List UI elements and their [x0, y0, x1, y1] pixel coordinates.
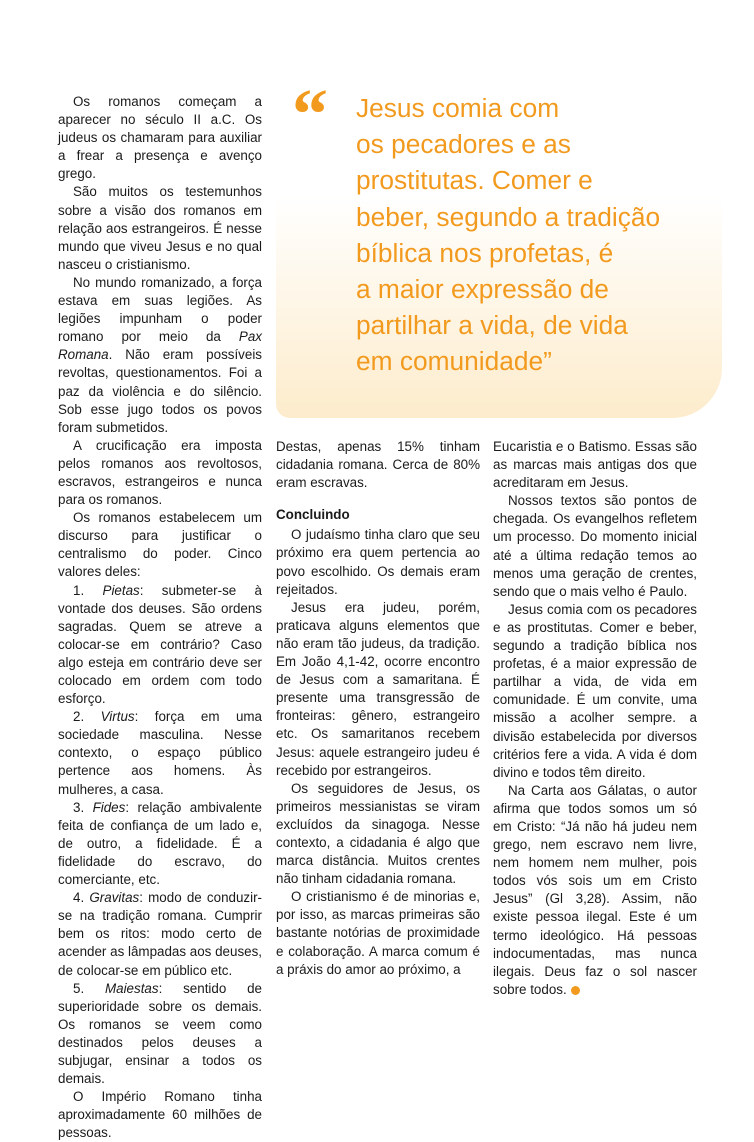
value-item	[58, 582, 262, 709]
pull-quote-line: prostitutas. Comer e	[356, 165, 593, 196]
paragraph: Eucaristia e o Batismo. Essas são as marcas mais antigas dos que acreditaram em Jesus.	[493, 439, 697, 491]
paragraph: Os romanos estabelecem um discurso para justificar o centralismo do poder. Cinco valores deles:	[58, 510, 262, 580]
italic-term: Fides	[92, 799, 126, 815]
section-heading: Concluindo	[276, 507, 350, 523]
pull-quote	[356, 90, 716, 380]
text-run: : submeter-se à vontade dos deuses. São ordens sagradas. Quem se atreve a colocar-se em contrário? Caso algo esteja em contrário deve ser colocado em ordem com todo esforço.	[58, 582, 263, 707]
italic-term: Pax Romana	[58, 329, 262, 363]
pull-quote-line: partilhar a vida, de vida	[356, 310, 628, 341]
italic-term: Maiestas	[104, 980, 159, 996]
pull-quote-line: os pecadores e as	[356, 129, 571, 160]
quote-mark: “	[292, 74, 328, 154]
value-item	[58, 889, 262, 979]
text-run: : modo de conduzir-se na tradição romana. Cumprir bem os ritos: modo certo de acender as lâmpadas aos deuses, de colocar-se em público etc.	[58, 890, 262, 978]
paragraph: Destas, apenas 15% tinham cidadania romana. Cerca de 80% eram escravas.	[276, 439, 480, 491]
item-number: 2.	[73, 709, 101, 725]
text-run: No mundo romanizado, a força estava em suas legiões. As legiões impunham o poder romano por meio da	[58, 274, 262, 345]
paragraph: Os romanos começam a aparecer no século II a.C. Os judeus os chamaram para auxiliar a frear a presença e avenço grego.	[58, 94, 262, 182]
orange-dot-icon	[571, 986, 580, 995]
paragraph: O judaísmo tinha claro que seu próximo era quem pertencia ao povo escolhido. Os demais eram rejeitados.	[276, 527, 480, 597]
paragraph: O cristianismo é de minorias e, por isso, as marcas primeiras são bastante notórias de proximidade e colaboração. A marca comum é a práxis do amor ao próximo, a	[276, 889, 480, 977]
italic-term: Pietas	[102, 582, 140, 598]
pull-quote-line: bíblica nos profetas, é	[356, 237, 614, 268]
paragraph: Jesus comia com os pecadores e as prostitutas. Comer e beber, segundo a tradição bíblica nos profetas, é a maior expressão de partilhar a vida, de vida em comunidade. É um convite, uma missão a acolher sempre. a divisão estabelecida por diversos critérios fere a vida. A vida é dom divino e todos têm direito.	[493, 601, 697, 780]
pull-quote-line: a maior expressão de	[356, 274, 609, 305]
text-run: : força em uma sociedade masculina. Nesse contexto, o espaço público pertence aos homens. Às mulheres, a casa.	[58, 709, 262, 797]
paragraph	[493, 782, 697, 999]
paragraph: A crucificação era imposta pelos romanos aos revoltosos, escravos, estrangeiros e nunca para os romanos.	[58, 437, 262, 508]
paragraph: São muitos os testemunhos sobre a visão dos romanos em relação aos estrangeiros. É nesse mundo que viveu Jesus e no qual nasceu o cristianismo.	[58, 184, 262, 272]
paragraph: Jesus era judeu, porém, praticava alguns elementos que não eram tão judeus, da tradição. Em João 4,1-42, ocorre encontro de Jesus com a samaritana. É presente uma transgressão de fronteiras: gênero, estrangeiro etc. Os samaritanos recebem Jesus: aquele estrangeiro judeu é recebido por estrangeiros.	[276, 599, 480, 778]
paragraph: Os seguidores de Jesus, os primeiros messianistas se viram excluídos da sinagoga. Nesse contexto, a cidadania é algo que marca distância. Muitos crentes não tinham cidadania romana.	[276, 780, 480, 887]
paragraph: O Império Romano tinha aproximadamente 60 milhões de pessoas.	[58, 1089, 262, 1141]
item-number: 3.	[73, 799, 93, 815]
item-number: 1.	[73, 582, 103, 598]
value-item	[58, 799, 262, 889]
text-run: : sentido de superioridade sobre os demais. Os romanos se veem como destinados pelos deuses a subjugar, ensinar a todos os demais.	[58, 980, 262, 1087]
value-item	[58, 980, 262, 1089]
value-item	[58, 708, 262, 798]
pull-quote-line: beber, segundo a tradição	[356, 201, 661, 232]
text-run: : relação ambivalente feita de confiança de um lado e, de outro, a fidelidade. É a fidelidade do escravo, do comerciante, etc.	[58, 799, 262, 888]
text-column-1	[58, 93, 262, 1142]
paragraph: Nossos textos são pontos de chegada. Os evangelhos refletem um processo. Do momento inicial até a última redação temos ao menos uma geração de crentes, sendo que o mais velho é Paulo.	[493, 493, 697, 599]
paragraph	[58, 274, 262, 437]
text-column-2	[276, 438, 480, 979]
italic-term: Virtus	[100, 709, 135, 725]
item-number: 5.	[73, 980, 105, 996]
text-column-3	[493, 438, 697, 999]
item-number: 4.	[73, 890, 90, 906]
pull-quote-line: em comunidade”	[356, 346, 552, 377]
text-run: Na Carta aos Gálatas, o autor afirma que todos somos um só em Cristo: “Já não há judeu nem grego, nem escravo nem livre, nem homem nem mulher, pois todos vós sois um em Cristo Jesus” (Gl 3,28). Assim, não existe pessoa ilegal. Este é um termo ideológico. Há pessoas indocumentadas, mas nunca ilegais. Deus faz o sol nascer sobre todos.	[493, 782, 697, 997]
italic-term: Gravitas	[89, 890, 140, 906]
pull-quote-line: Jesus comia com	[356, 93, 560, 123]
text-run: . Não eram possíveis revoltas, questionamentos. Foi a paz da violência e do silêncio. Sob esse jugo todos os povos foram submetidos.	[58, 347, 262, 435]
